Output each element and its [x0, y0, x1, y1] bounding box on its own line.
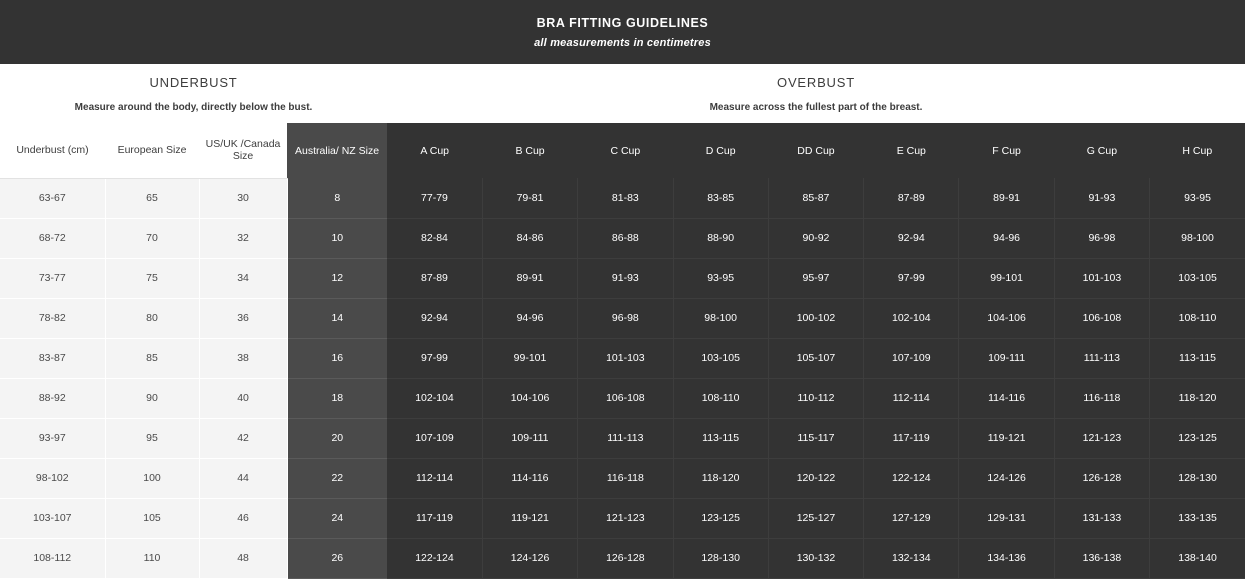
table-row — [0, 298, 1245, 338]
cell-dd-cup: 130-132 — [768, 538, 863, 578]
cell-f-cup: 124-126 — [959, 458, 1054, 498]
cell-a-cup: 102-104 — [387, 378, 482, 418]
table-row — [0, 418, 1245, 458]
cell-dd-cup: 120-122 — [768, 458, 863, 498]
cell-australia-nz: 22 — [287, 458, 387, 498]
cell-european: 90 — [105, 378, 199, 418]
cell-a-cup: 112-114 — [387, 458, 482, 498]
table-row — [0, 338, 1245, 378]
cell-b-cup: 94-96 — [482, 298, 577, 338]
cell-d-cup: 93-95 — [673, 258, 768, 298]
section-underbust — [0, 64, 387, 123]
column-header-g-cup: G Cup — [1054, 123, 1149, 178]
cell-d-cup: 83-85 — [673, 178, 768, 218]
cell-a-cup: 82-84 — [387, 218, 482, 258]
cell-g-cup: 101-103 — [1054, 258, 1149, 298]
cell-a-cup: 87-89 — [387, 258, 482, 298]
cell-a-cup: 122-124 — [387, 538, 482, 578]
cell-us-uk-canada: 40 — [199, 378, 287, 418]
table-row — [0, 218, 1245, 258]
cell-e-cup: 87-89 — [864, 178, 959, 218]
cell-underbust: 108-112 — [0, 538, 105, 578]
cell-c-cup: 111-113 — [578, 418, 673, 458]
cell-a-cup: 117-119 — [387, 498, 482, 538]
cell-dd-cup: 95-97 — [768, 258, 863, 298]
cell-european: 85 — [105, 338, 199, 378]
cell-g-cup: 136-138 — [1054, 538, 1149, 578]
cell-e-cup: 117-119 — [864, 418, 959, 458]
cell-a-cup: 77-79 — [387, 178, 482, 218]
cell-f-cup: 134-136 — [959, 538, 1054, 578]
cell-australia-nz: 26 — [287, 538, 387, 578]
cell-a-cup: 92-94 — [387, 298, 482, 338]
cell-european: 95 — [105, 418, 199, 458]
section-overbust-title: OVERBUST — [777, 74, 855, 90]
cell-g-cup: 121-123 — [1054, 418, 1149, 458]
cell-e-cup: 107-109 — [864, 338, 959, 378]
cell-us-uk-canada: 32 — [199, 218, 287, 258]
cell-g-cup: 116-118 — [1054, 378, 1149, 418]
cell-underbust: 88-92 — [0, 378, 105, 418]
cell-h-cup: 98-100 — [1150, 218, 1245, 258]
cell-b-cup: 79-81 — [482, 178, 577, 218]
cell-us-uk-canada: 48 — [199, 538, 287, 578]
column-header-c-cup: C Cup — [578, 123, 673, 178]
chart-title-bar — [0, 0, 1245, 64]
cell-g-cup: 111-113 — [1054, 338, 1149, 378]
cell-c-cup: 116-118 — [578, 458, 673, 498]
cell-underbust: 93-97 — [0, 418, 105, 458]
cell-c-cup: 121-123 — [578, 498, 673, 538]
cell-c-cup: 86-88 — [578, 218, 673, 258]
cell-f-cup: 114-116 — [959, 378, 1054, 418]
table-row — [0, 258, 1245, 298]
cell-e-cup: 92-94 — [864, 218, 959, 258]
cell-f-cup: 119-121 — [959, 418, 1054, 458]
table-row — [0, 458, 1245, 498]
cell-us-uk-canada: 30 — [199, 178, 287, 218]
cell-f-cup: 109-111 — [959, 338, 1054, 378]
column-header-a-cup: A Cup — [387, 123, 482, 178]
cell-underbust: 98-102 — [0, 458, 105, 498]
cell-c-cup: 126-128 — [578, 538, 673, 578]
cell-c-cup: 91-93 — [578, 258, 673, 298]
cell-g-cup: 106-108 — [1054, 298, 1149, 338]
cell-f-cup: 99-101 — [959, 258, 1054, 298]
cell-a-cup: 97-99 — [387, 338, 482, 378]
cell-european: 70 — [105, 218, 199, 258]
cell-australia-nz: 10 — [287, 218, 387, 258]
column-header-f-cup: F Cup — [959, 123, 1054, 178]
cell-f-cup: 129-131 — [959, 498, 1054, 538]
cell-e-cup: 122-124 — [864, 458, 959, 498]
cell-a-cup: 107-109 — [387, 418, 482, 458]
cell-d-cup: 98-100 — [673, 298, 768, 338]
cell-f-cup: 89-91 — [959, 178, 1054, 218]
cell-b-cup: 114-116 — [482, 458, 577, 498]
cell-e-cup: 127-129 — [864, 498, 959, 538]
column-header-h-cup: H Cup — [1150, 123, 1245, 178]
cell-australia-nz: 24 — [287, 498, 387, 538]
cell-h-cup: 113-115 — [1150, 338, 1245, 378]
cell-h-cup: 118-120 — [1150, 378, 1245, 418]
cell-european: 100 — [105, 458, 199, 498]
cell-b-cup: 119-121 — [482, 498, 577, 538]
cell-dd-cup: 110-112 — [768, 378, 863, 418]
cell-b-cup: 124-126 — [482, 538, 577, 578]
page-subtitle: all measurements in centimetres — [534, 36, 711, 49]
cell-australia-nz: 20 — [287, 418, 387, 458]
table-row — [0, 498, 1245, 538]
table-row — [0, 178, 1245, 218]
cell-european: 110 — [105, 538, 199, 578]
cell-us-uk-canada: 38 — [199, 338, 287, 378]
cell-australia-nz: 12 — [287, 258, 387, 298]
cell-australia-nz: 18 — [287, 378, 387, 418]
cell-dd-cup: 105-107 — [768, 338, 863, 378]
cell-us-uk-canada: 42 — [199, 418, 287, 458]
cell-underbust: 63-67 — [0, 178, 105, 218]
cell-d-cup: 108-110 — [673, 378, 768, 418]
cell-b-cup: 109-111 — [482, 418, 577, 458]
cell-b-cup: 99-101 — [482, 338, 577, 378]
cell-e-cup: 97-99 — [864, 258, 959, 298]
cell-underbust: 83-87 — [0, 338, 105, 378]
cell-european: 105 — [105, 498, 199, 538]
cell-us-uk-canada: 46 — [199, 498, 287, 538]
cell-d-cup: 88-90 — [673, 218, 768, 258]
cell-f-cup: 104-106 — [959, 298, 1054, 338]
column-header-dd-cup: DD Cup — [768, 123, 863, 178]
table-header — [0, 123, 1245, 178]
column-header-european-size: European Size — [105, 123, 199, 178]
cell-dd-cup: 85-87 — [768, 178, 863, 218]
column-header-e-cup: E Cup — [864, 123, 959, 178]
table-header-row — [0, 123, 1245, 178]
table-row — [0, 538, 1245, 578]
section-overbust-note: Measure across the fullest part of the breast. — [709, 101, 923, 113]
cell-us-uk-canada: 36 — [199, 298, 287, 338]
cell-d-cup: 103-105 — [673, 338, 768, 378]
cell-dd-cup: 100-102 — [768, 298, 863, 338]
cell-g-cup: 91-93 — [1054, 178, 1149, 218]
column-header-us-uk-canada-size: US/UK /Canada Size — [199, 123, 287, 178]
cell-h-cup: 128-130 — [1150, 458, 1245, 498]
cell-h-cup: 103-105 — [1150, 258, 1245, 298]
cell-underbust: 73-77 — [0, 258, 105, 298]
cell-us-uk-canada: 44 — [199, 458, 287, 498]
cell-dd-cup: 90-92 — [768, 218, 863, 258]
cell-c-cup: 101-103 — [578, 338, 673, 378]
cell-b-cup: 84-86 — [482, 218, 577, 258]
cell-australia-nz: 14 — [287, 298, 387, 338]
cell-c-cup: 106-108 — [578, 378, 673, 418]
section-underbust-title: UNDERBUST — [149, 74, 238, 90]
cell-underbust: 68-72 — [0, 218, 105, 258]
cell-underbust: 103-107 — [0, 498, 105, 538]
cell-b-cup: 89-91 — [482, 258, 577, 298]
cell-european: 75 — [105, 258, 199, 298]
cell-h-cup: 133-135 — [1150, 498, 1245, 538]
cell-f-cup: 94-96 — [959, 218, 1054, 258]
cell-european: 80 — [105, 298, 199, 338]
cell-e-cup: 102-104 — [864, 298, 959, 338]
cell-d-cup: 123-125 — [673, 498, 768, 538]
column-header-underbust-cm: Underbust (cm) — [0, 123, 105, 178]
cell-dd-cup: 125-127 — [768, 498, 863, 538]
cell-european: 65 — [105, 178, 199, 218]
cell-australia-nz: 16 — [287, 338, 387, 378]
cell-h-cup: 93-95 — [1150, 178, 1245, 218]
cell-dd-cup: 115-117 — [768, 418, 863, 458]
size-chart-table — [0, 123, 1245, 579]
cell-b-cup: 104-106 — [482, 378, 577, 418]
cell-d-cup: 113-115 — [673, 418, 768, 458]
cell-e-cup: 112-114 — [864, 378, 959, 418]
cell-underbust: 78-82 — [0, 298, 105, 338]
cell-h-cup: 123-125 — [1150, 418, 1245, 458]
page-title: BRA FITTING GUIDELINES — [536, 15, 709, 30]
section-underbust-note: Measure around the body, directly below the bust. — [74, 101, 313, 113]
cell-h-cup: 108-110 — [1150, 298, 1245, 338]
table-row — [0, 378, 1245, 418]
cell-australia-nz: 8 — [287, 178, 387, 218]
cell-g-cup: 96-98 — [1054, 218, 1149, 258]
column-header-b-cup: B Cup — [482, 123, 577, 178]
section-heading-band — [0, 64, 1245, 123]
cell-g-cup: 131-133 — [1054, 498, 1149, 538]
column-header-d-cup: D Cup — [673, 123, 768, 178]
cell-c-cup: 81-83 — [578, 178, 673, 218]
table-body — [0, 178, 1245, 578]
cell-c-cup: 96-98 — [578, 298, 673, 338]
cell-d-cup: 128-130 — [673, 538, 768, 578]
cell-h-cup: 138-140 — [1150, 538, 1245, 578]
cell-g-cup: 126-128 — [1054, 458, 1149, 498]
column-header-australia-nz-size: Australia/ NZ Size — [287, 123, 387, 178]
section-overbust — [387, 64, 1245, 123]
cell-e-cup: 132-134 — [864, 538, 959, 578]
cell-us-uk-canada: 34 — [199, 258, 287, 298]
cell-d-cup: 118-120 — [673, 458, 768, 498]
